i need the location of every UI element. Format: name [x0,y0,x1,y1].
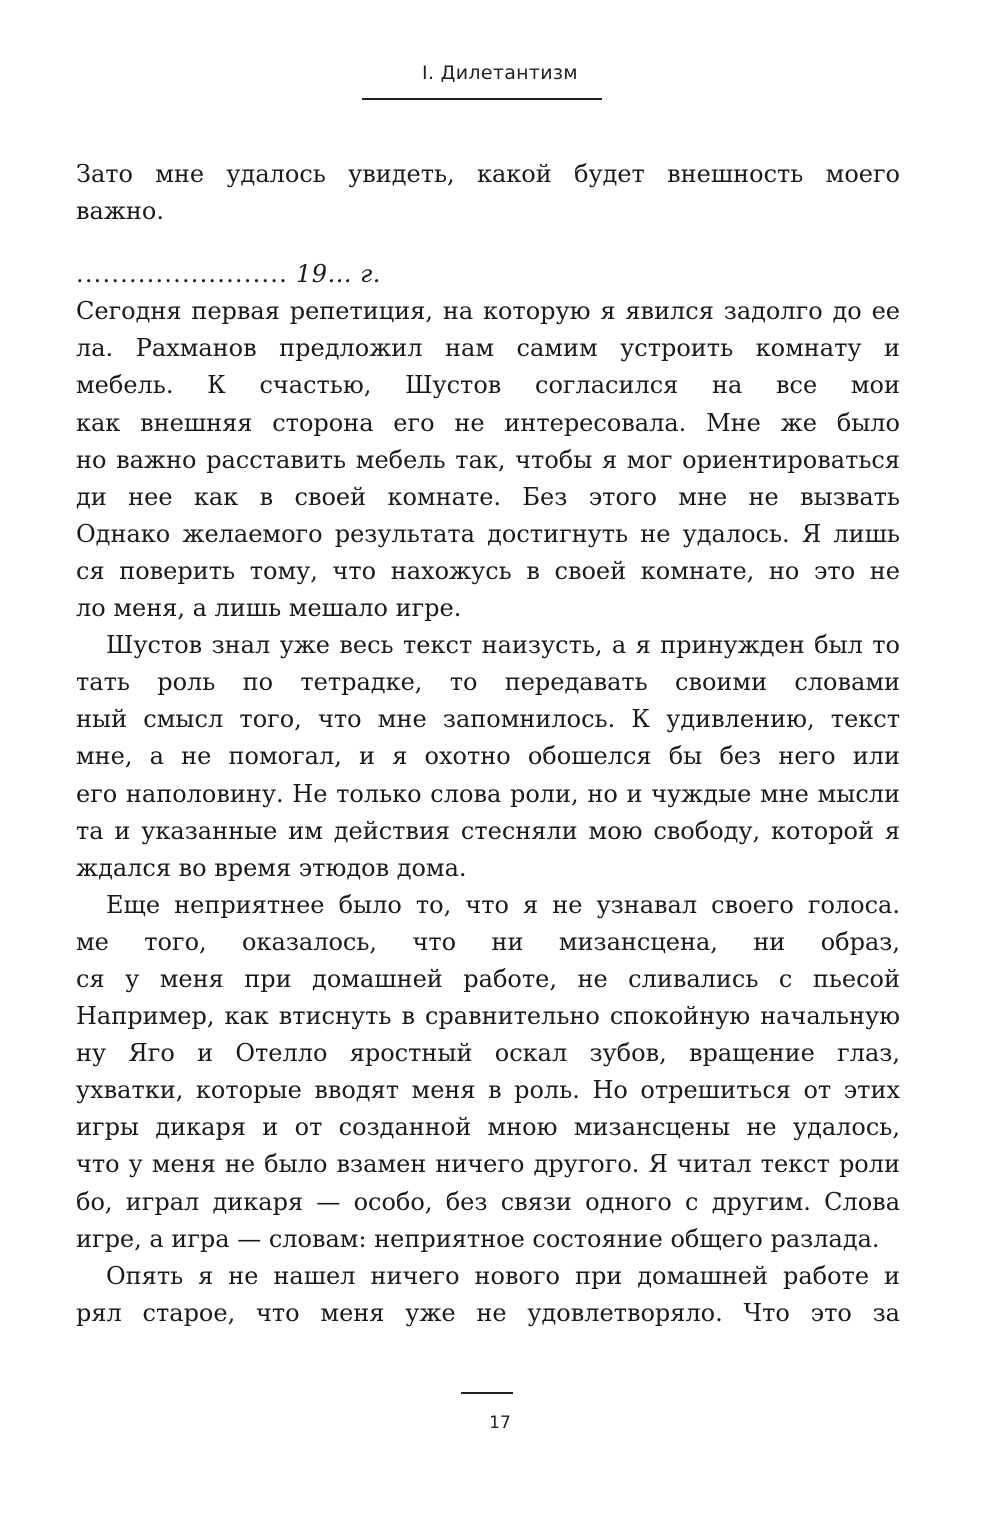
paragraph-2-line-2: ла. Рахманов предложил нам самим устроить комнату и [76,334,900,363]
paragraph-4-line-10: игре, а игра — словам: неприятное состояние общего разлада. [76,1224,880,1253]
paragraph-2-line-8: ся поверить тому, что нахожусь в своей комнате, но это не [76,556,900,585]
paragraph-4-line-8: что у меня не было взамен ничего другого. Я читал текст роли [76,1150,900,1179]
header-rule [362,98,602,100]
paragraph-4-line-7: игры дикаря и от созданной мною мизансцены не удалось, [76,1113,900,1142]
paragraph-5-line-1: Опять я не нашел ничего нового при домашней работе и [106,1261,900,1290]
paragraph-2-line-4: как внешняя сторона его не интересовала. Мне же было [76,408,900,437]
footer-rule [461,1392,513,1394]
paragraph-4-line-4: Например, как втиснуть в сравнительно спокойную начальную [76,1002,900,1031]
running-head: I. Дилетантизм [422,62,578,84]
date-leader-dots: ........................ [76,260,288,289]
paragraph-4-line-5: ну Яго и Отелло яростный оскал зубов, вращение глаз, [76,1039,900,1068]
paragraph-1-line-2: важно. [76,197,164,226]
paragraph-3-line-4: мне, а не помогал, и я охотно обошелся бы без него или [76,742,900,771]
paragraph-2-line-5: но важно расставить мебель так, чтобы я мог ориентироваться [76,445,900,474]
paragraph-2-line-9: ло меня, а лишь мешало игре. [76,594,462,623]
paragraph-4-line-9: бо, играл дикаря — особо, без связи одного с другим. Слова [76,1187,900,1216]
paragraph-4-line-6: ухватки, которые вводят меня в роль. Но отрешиться от этих [76,1076,900,1105]
date-text: 19... г. [287,260,381,289]
diary-date [76,256,900,293]
paragraph-2-line-6: ди нее как в своей комнате. Без этого мне не вызвать [76,482,900,511]
paragraph-4-line-3: ся у меня при домашней работе, не сливались с пьесой [76,964,900,993]
paragraph-3-line-5: его наполовину. Не только слова роли, но и чуждые мне мысли [76,779,900,808]
paragraph-3-line-3: ный смысл того, что мне запомнилось. К удивлению, текст [76,705,900,734]
paragraph-4-line-1: Еще неприятнее было то, что я не узнавал своего голоса. [106,890,900,919]
paragraph-2-line-3: мебель. К счастью, Шустов согласился на все мои [76,371,900,400]
paragraph-3-line-2: тать роль по тетрадке, то передавать своими словами [76,668,900,697]
paragraph-3-line-7: ждался во время этюдов дома. [76,853,467,882]
page-text [76,156,900,1332]
paragraph-3-line-1: Шустов знал уже весь текст наизусть, а я принужден был то [106,631,900,660]
paragraph-4-line-2: ме того, оказалось, что ни мизансцена, ни образ, [76,927,900,956]
section-gap [76,230,900,256]
paragraph-2-line-7: Однако желаемого результата достигнуть не удалось. Я лишь [76,519,900,548]
page-number: 17 [489,1413,511,1433]
paragraph-3-line-6: та и указанные им действия стесняли мою свободу, которой я [76,816,900,845]
paragraph-1-line-1: Зато мне удалось увидеть, какой будет внешность моего [76,160,900,188]
paragraph-5-line-2: рял старое, что меня уже не удовлетворяло. Что это за [76,1298,900,1327]
paragraph-2-line-1: Сегодня первая репетиция, на которую я явился задолго до ее [76,297,900,326]
